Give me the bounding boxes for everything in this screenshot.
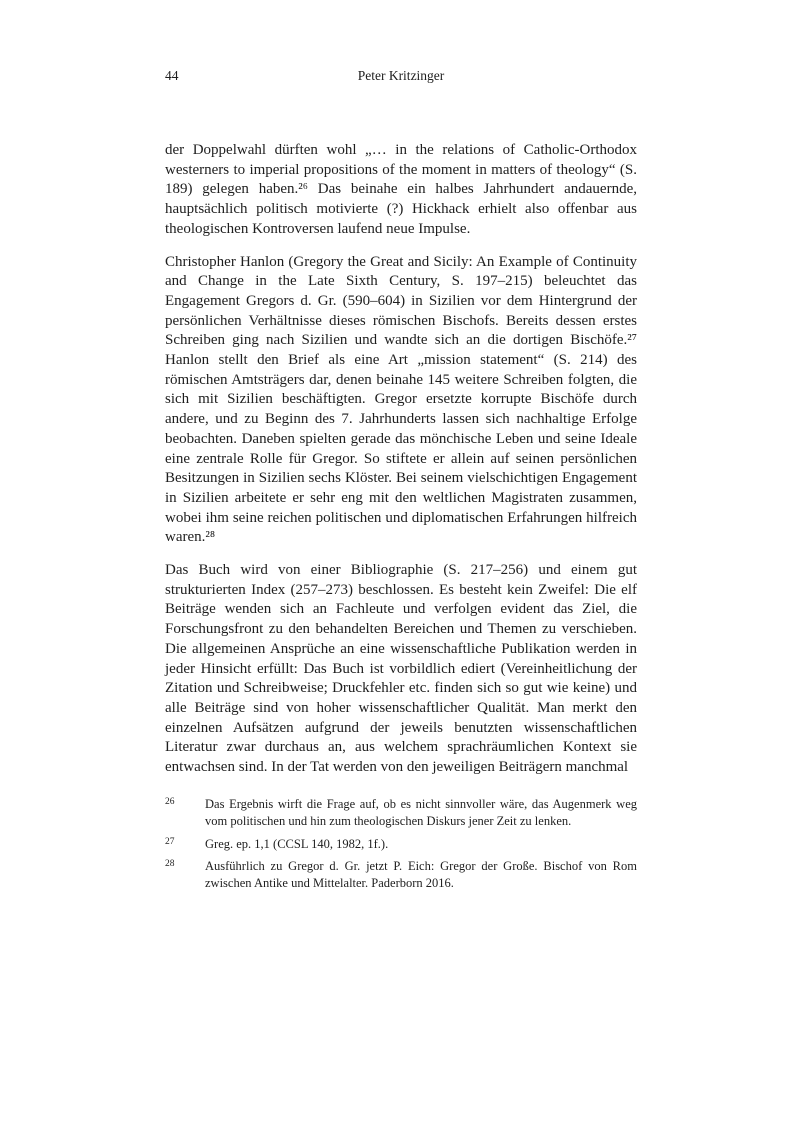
footnote-number: 28 xyxy=(165,859,175,870)
footnote-text: Das Ergebnis wirft die Frage auf, ob es nicht sinnvoller wäre, das Augenmerk weg vom politischen und hin zum theologischen Diskurs jener Zeit zu lenken. xyxy=(205,797,637,828)
page-number: 44 xyxy=(165,68,179,83)
footnote-text: Greg. ep. 1,1 (CCSL 140, 1982, 1f.). xyxy=(205,836,389,851)
footnote-item xyxy=(165,836,637,853)
footnote-text: Ausführlich zu Gregor d. Gr. jetzt P. Eich: Gregor der Große. Bischof von Rom zwischen Antike und Mittelalter. Paderborn 2016. xyxy=(205,859,637,891)
footnote-item xyxy=(165,796,637,830)
paragraph-1: der Doppelwahl dürften wohl „… in the relations of Catholic-Orthodox westerners to imperial propositions of the moment in matters of theology“ (S. 189) gelegen haben.²⁶ Das beinahe ein halbes Jahrhundert andauernde, hauptsächlich politisch motivierte (?) Hickhack erhielt also offenbar aus theologischen Kontroversen laufend neue Impulse. xyxy=(165,142,637,237)
footnotes-section xyxy=(165,796,637,898)
paragraph-2: Christopher Hanlon (Gregory the Great and Sicily: An Example of Continuity and Change in the Late Sixth Century, S. 197–215) beleuchtet das Engagement Gregors d. Gr. (590–604) in Sizilien vor dem Hintergrund der persönlichen Verhältnisse dieses römischen Bischofs. Bereits dessen erstes Schreiben ging nach Sizilien und wandte sich an die dortigen Bischöfe.²⁷ Hanlon stellt den Brief als eine Art „mission statement“ (S. 214) des römischen Amtsträgers dar, denen beinahe 145 weitere Schreiben folgten, die sich mit Sizilien beschäftigten. Gregor ersetzte korrupte Bischöfe durch andere, und zu Beginn des 7. Jahrhunderts lassen sich nachhaltige Erfolge beobachten. Daneben spielten gerade das mönchische Leben und seine Ideale eine zentrale Rolle für Gregor. So stiftete er allein auf seinen persönlichen Besitzungen in Sizilien sechs Klöster. Bei seinem vielschichtigen Engagement in Sizilien arbeitete er sehr eng mit den weltlichen Magistraten zusammen, wobei ihm seine reichen politischen und diplomatischen Erfahrungen hilfreich waren.²⁸ xyxy=(165,253,637,546)
paragraph-3: Das Buch wird von einer Bibliographie (S. 217–256) und einem gut strukturierten Index (257–273) beschlossen. Es besteht kein Zweifel: Die elf Beiträge wenden sich an Fachleute und verfolgen evident das Ziel, die Forschungsfront zu den behandelten Bereichen und Themen zu verschieben. Die allgemeinen Ansprüche an eine wissenschaftliche Publikation werden in jeder Hinsicht erfüllt: Das Buch ist vorbildlich ediert (Vereinheitlichung der Zitation und Schreibweise; Druckfehler etc. finden sich so gut wie keine) und alle Beiträge sind von hoher wissenschaftlicher Qualität. Man merkt den einzelnen Aufsätzen aufgrund der jeweils benutzten wissenschaftlichen Literatur zwar durchaus an, aus welchem sprachräumlichen Kontext sie entwachsen sind. In der Tat werden von den jeweiligen Beiträgern manchmal xyxy=(165,562,637,776)
footnote-number: 27 xyxy=(165,836,175,847)
footnote-number: 26 xyxy=(165,797,175,807)
page-header xyxy=(165,68,637,84)
running-head: Peter Kritzinger xyxy=(357,68,445,83)
body-text xyxy=(165,141,637,791)
footnote-item xyxy=(165,858,637,892)
